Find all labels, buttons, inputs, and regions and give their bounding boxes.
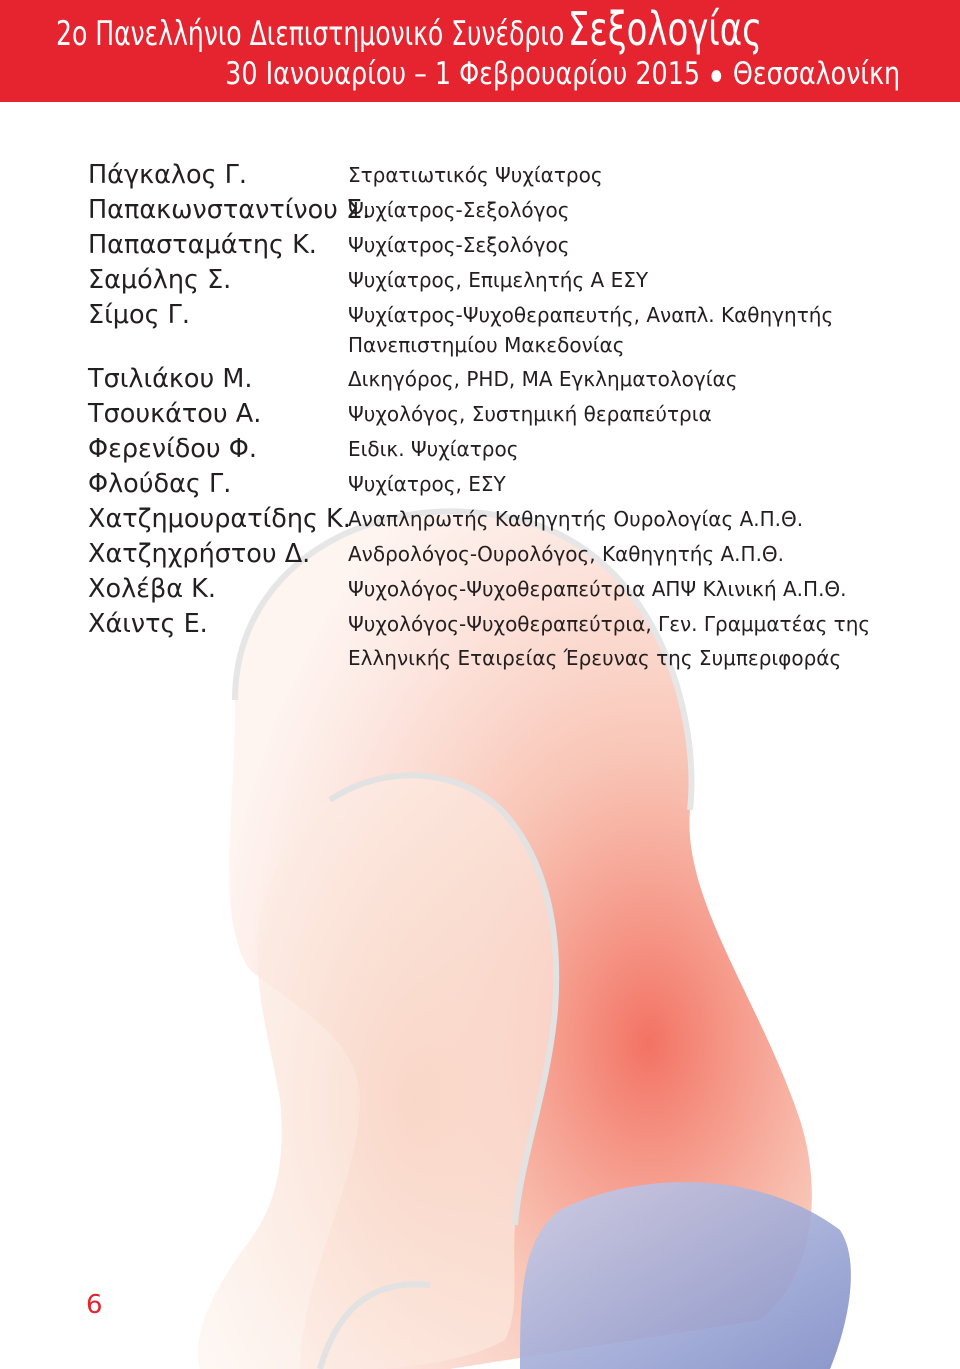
member-role: Ψυχίατρος-Σεξολόγος (348, 233, 570, 257)
member-name: Πάγκαλος Γ. (88, 160, 247, 190)
conference-location: Θεσσαλονίκη (732, 56, 900, 92)
member-name: Χατζηχρήστου Δ. (88, 539, 311, 569)
member-name: Σίμος Γ. (88, 300, 190, 330)
member-name: Τσουκάτου Α. (88, 399, 262, 429)
conference-title-subject: Σεξολογίας (567, 2, 763, 56)
member-role: Ψυχολόγος-Ψυχοθεραπεύτρια ΑΠΨ Κλινική Α.Π.Θ. (348, 577, 847, 601)
member-role: Ανδρολόγος-Ουρολόγος, Καθηγητής Α.Π.Θ. (348, 542, 785, 566)
member-name: Τσιλιάκου Μ. (88, 364, 253, 394)
conference-dates: 30 Ιανουαρίου – 1 Φεβρουαρίου 2015 (225, 56, 700, 92)
member-name: Σαμόλης Σ. (88, 265, 232, 295)
conference-title (56, 2, 762, 56)
member-name: Παπακωνσταντίνου Σ. (88, 195, 371, 225)
member-name: Χατζημουρατίδης Κ. (88, 504, 351, 534)
member-name: Φερενίδου Φ. (88, 434, 257, 464)
member-name: Παπασταμάτης Κ. (88, 230, 317, 260)
conference-date-location (225, 56, 900, 92)
member-name: Χάιντς Ε. (88, 609, 208, 639)
conference-title-main: 2ο Πανελλήνιο Διεπιστημονικό Συνέδριο (56, 14, 565, 54)
member-role: Ψυχολόγος, Συστημική θεραπεύτρια (348, 402, 712, 426)
page-number: 6 (86, 1290, 103, 1320)
member-role: Ψυχίατρος-Σεξολόγος (348, 198, 570, 222)
header-banner (0, 0, 960, 102)
member-role: Ψυχίατρος, ΕΣΥ (348, 472, 506, 496)
member-role: Ψυχολόγος-Ψυχοθεραπεύτρια, Γεν. Γραμματέας της (348, 612, 871, 636)
member-name: Χολέβα Κ. (88, 574, 216, 604)
member-name: Φλούδας Γ. (88, 469, 232, 499)
member-role: Αναπληρωτής Καθηγητής Ουρολογίας Α.Π.Θ. (348, 507, 804, 531)
member-role: Ψυχίατρος-Ψυχοθεραπευτής, Αναπλ. Καθηγητής (348, 303, 834, 327)
member-role-continued: Πανεπιστημίου Μακεδονίας (348, 333, 625, 357)
member-role: Δικηγόρος, PHD, MA Εγκληματολογίας (348, 367, 738, 391)
member-role: Στρατιωτικός Ψυχίατρος (348, 163, 603, 187)
bullet-icon (711, 70, 721, 82)
member-role-continued: Ελληνικής Εταιρείας Έρευνας της Συμπεριφοράς (348, 646, 842, 670)
member-role: Ειδικ. Ψυχίατρος (348, 437, 519, 461)
member-role: Ψυχίατρος, Επιμελητής Α ΕΣΥ (348, 268, 649, 292)
